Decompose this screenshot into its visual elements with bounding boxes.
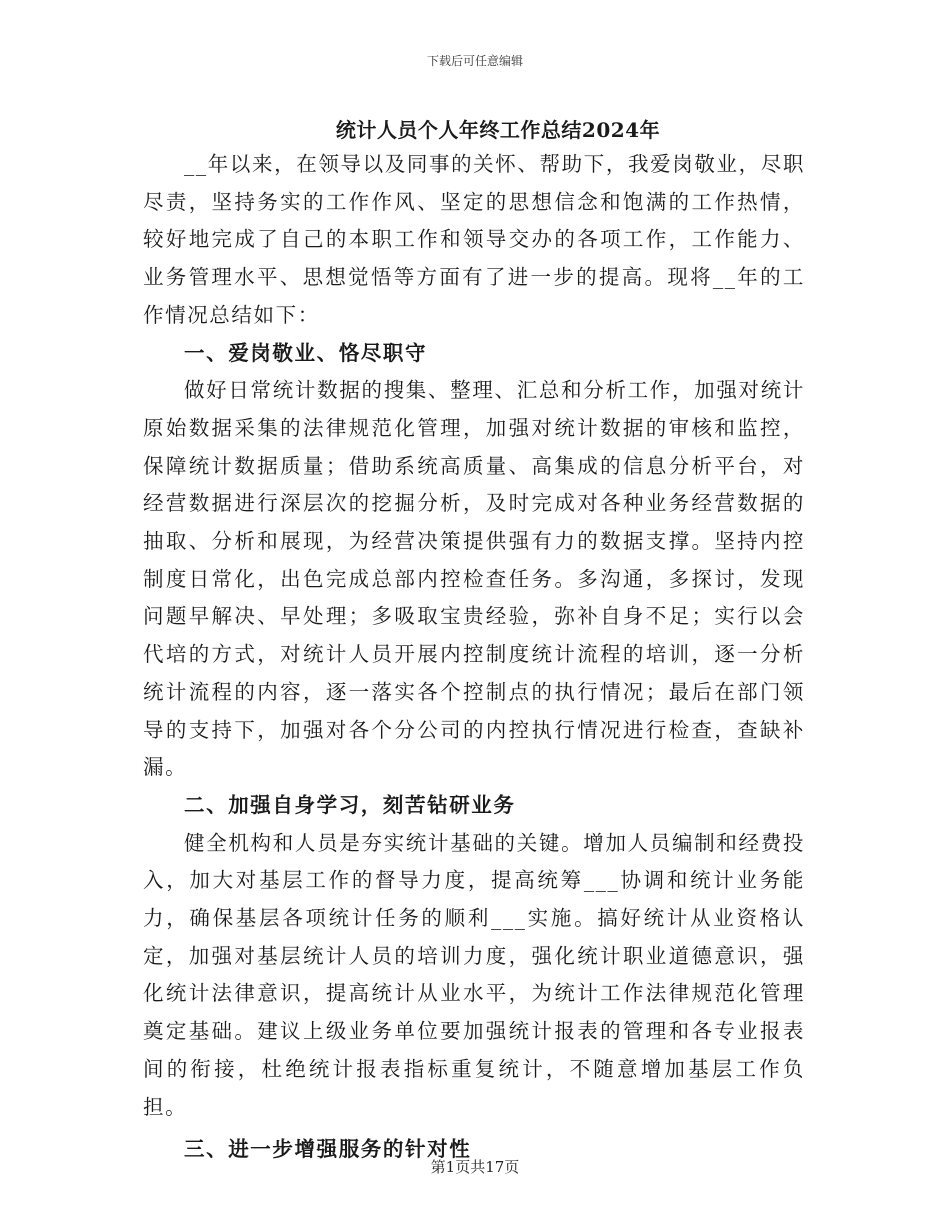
section-1-paragraph: 做好日常统计数据的搜集、整理、汇总和分析工作，加强对统计原始数据采集的法律规范化管理，加强对统计数据的审核和监控，保障统计数据质量；借助系统高质量、高集成的信息分析平台，对经营数据进行深层次的挖掘分析，及时完成对各种业务经营数据的抽取、分析和展现，为经营决策提供强有力的数据支撑。坚持内控制度日常化，出色完成总部内控检查任务。多沟通，多探讨，发现问题早解决、早处理；多吸取宝贵经验，弥补自身不足；实行以会代培的方式，对统计人员开展内控制度统计流程的培训，逐一分析统计流程的内容，逐一落实各个控制点的执行情况；最后在部门领导的支持下，加强对各个分公司的内控执行情况进行检查，查缺补漏。 bbox=[143, 378, 805, 780]
section-heading-1: 一、爱岗敬业、恪尽职守 bbox=[184, 340, 428, 365]
section-2-paragraph: 健全机构和人员是夯实统计基础的关键。增加人员编制和经费投入，加大对基层工作的督导力度，提高统筹___协调和统计业务能力，确保基层各项统计任务的顺利___实施。搞好统计从业资格认定，加强对基层统计人员的培训力度，强化统计职业道德意识，强化统计法律意识，提高统计从业水平，为统计工作法律规范化管理奠定基础。建议上级业务单位要加强统计报表的管理和各专业报表间的衔接，杜绝统计报表指标重复统计，不随意增加基层工作负担。 bbox=[143, 830, 805, 1119]
document-title: 统计人员个人年终工作总结2024年 bbox=[335, 118, 661, 142]
header-note: 下载后可任意编辑 bbox=[426, 54, 523, 68]
section-heading-2: 二、加强自身学习，刻苦钻研业务 bbox=[184, 792, 516, 817]
section-heading-3: 三、进一步增强服务的针对性 bbox=[184, 1137, 472, 1162]
page-number-footer: 第1页共17页 bbox=[430, 1158, 520, 1176]
document-body bbox=[143, 146, 805, 1169]
intro-paragraph: __年以来，在领导以及同事的关怀、帮助下，我爱岗敬业，尽职尽责，坚持务实的工作作风、坚定的思想信念和饱满的工作热情，较好地完成了自己的本职工作和领导交办的各项工作，工作能力、业务管理水平、思想觉悟等方面有了进一步的提高。现将__年的工作情况总结如下： bbox=[143, 152, 805, 327]
